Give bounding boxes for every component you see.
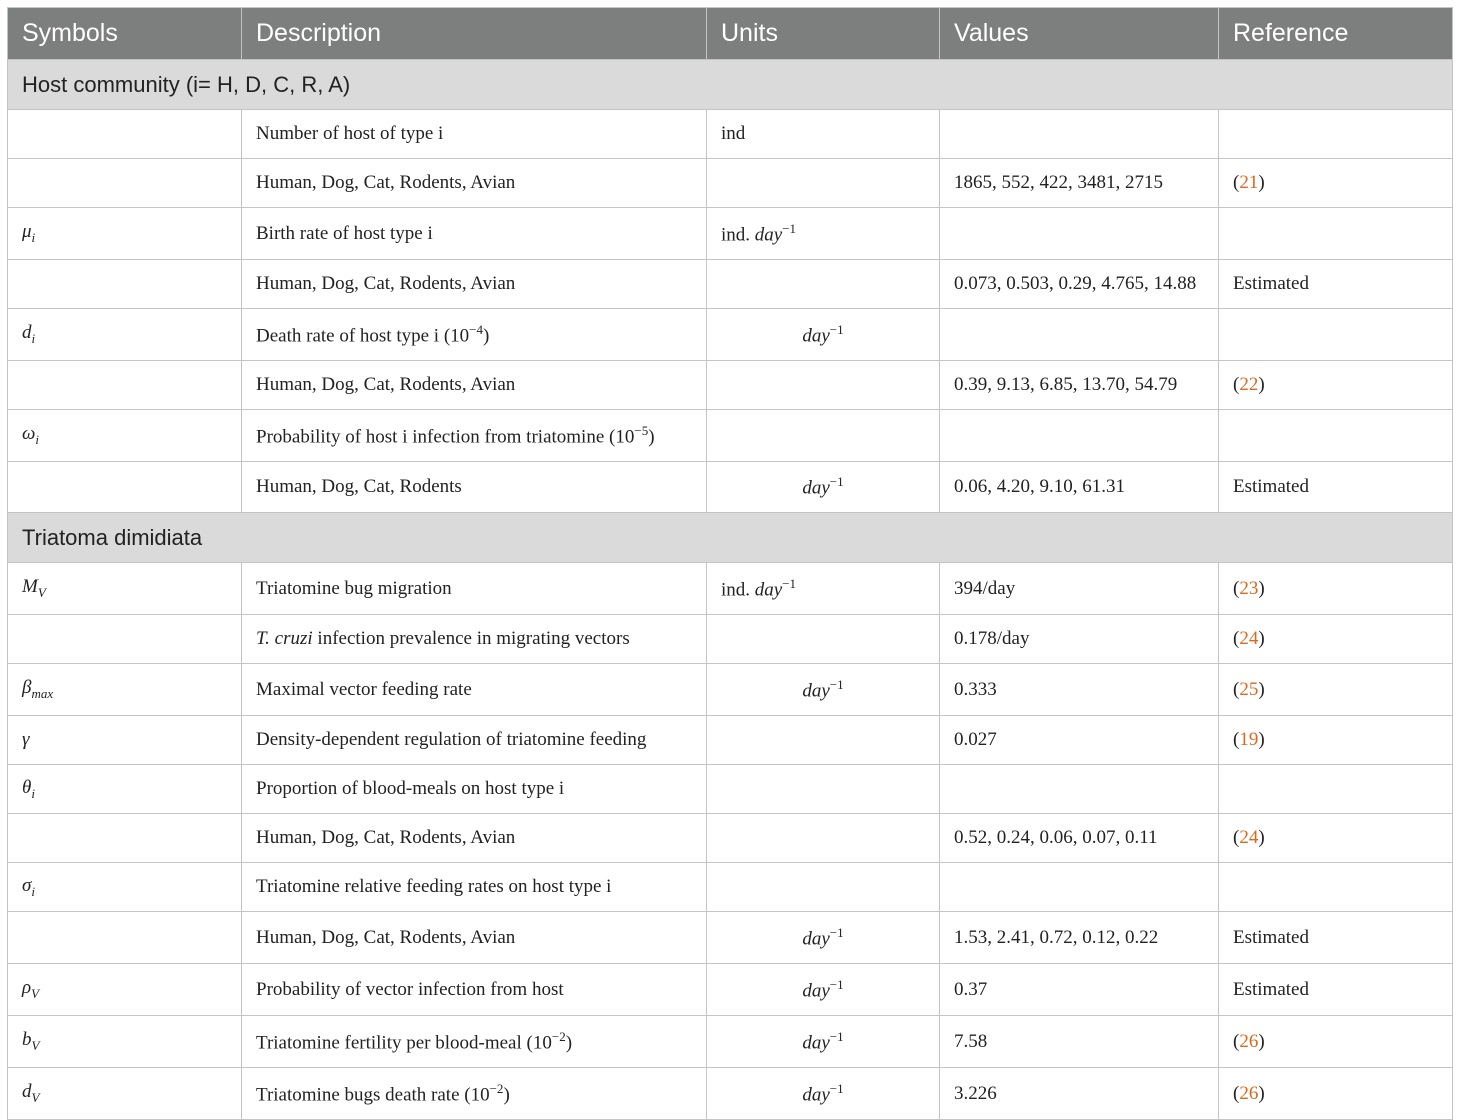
units-cell: day$^{-1}$ [707,462,940,513]
units-cell: ind. day$^{-1}$ [707,563,940,615]
values-cell: 7.58 [940,1016,1219,1068]
symbol-cell: $\beta_{max}$ [8,664,242,716]
symbol-cell [8,814,242,863]
symbol-cell [8,912,242,964]
units-cell [707,814,940,863]
symbol-cell [8,159,242,208]
reference-cell: (26) [1219,1068,1453,1120]
values-cell: 0.178/day [940,615,1219,664]
symbol-cell: $b_V$ [8,1016,242,1068]
table-row [8,964,1453,1016]
table-row [8,410,1453,462]
units-cell [707,615,940,664]
symbol-cell: $\sigma_i$ [8,863,242,912]
reference-link[interactable]: 25 [1239,678,1259,700]
description-cell: Probability of host i infection from triatomine $(10^{-5})$ [242,410,707,462]
description-cell: Human, Dog, Cat, Rodents, Avian [242,260,707,309]
symbol-cell: $\omega_i$ [8,410,242,462]
reference-cell [1219,410,1453,462]
values-cell [940,863,1219,912]
units-cell [707,716,940,765]
parameters-table [7,7,1453,1120]
description-cell: Triatomine bugs death rate $(10^{-2})$ [242,1068,707,1120]
reference-cell: Estimated [1219,912,1453,964]
reference-cell [1219,863,1453,912]
description-cell: Triatomine bug migration [242,563,707,615]
reference-link[interactable]: 19 [1239,729,1259,750]
reference-link[interactable]: 26 [1239,1082,1259,1104]
table-row [8,260,1453,309]
symbol-cell: $\mu_i$ [8,208,242,260]
symbol-cell [8,615,242,664]
description-cell: Death rate of host type i $(10^{-4})$ [242,309,707,361]
table-row [8,765,1453,814]
values-cell: 0.37 [940,964,1219,1016]
description-cell: Triatomine fertility per blood-meal $(10^{-2})$ [242,1016,707,1068]
symbol-cell: γ [8,716,242,765]
description-cell: Human, Dog, Cat, Rodents, Avian [242,814,707,863]
description-cell: Human, Dog, Cat, Rodents, Avian [242,159,707,208]
reference-cell: (19) [1219,716,1453,765]
reference-cell: (21) [1219,159,1453,208]
units-cell [707,863,940,912]
values-cell: 0.027 [940,716,1219,765]
units-cell [707,410,940,462]
values-cell [940,110,1219,159]
symbol-cell: $d_V$ [8,1068,242,1120]
units-cell [707,361,940,410]
table-row [8,912,1453,964]
table-row [8,110,1453,159]
units-cell [707,159,940,208]
table-row [8,208,1453,260]
symbol-cell: $\theta_i$ [8,765,242,814]
values-cell: 0.06, 4.20, 9.10, 61.31 [940,462,1219,513]
section-title: Host community (i= H, D, C, R, A) [8,60,1453,110]
table-row [8,1068,1453,1120]
values-cell: 0.39, 9.13, 6.85, 13.70, 54.79 [940,361,1219,410]
reference-cell: (24) [1219,615,1453,664]
description-cell: Human, Dog, Cat, Rodents [242,462,707,513]
description-cell: Proportion of blood-meals on host type i [242,765,707,814]
table-row [8,462,1453,513]
reference-link[interactable]: 24 [1239,628,1259,649]
reference-cell: (22) [1219,361,1453,410]
description-cell: Triatomine relative feeding rates on host type i [242,863,707,912]
units-cell: day$^{-1}$ [707,964,940,1016]
header-row [8,8,1453,60]
units-cell [707,765,940,814]
values-cell: 1865, 552, 422, 3481, 2715 [940,159,1219,208]
reference-cell: Estimated [1219,260,1453,309]
units-cell: day$^{-1}$ [707,912,940,964]
units-cell: day$^{-1}$ [707,664,940,716]
units-cell: day$^{-1}$ [707,1016,940,1068]
description-cell: Birth rate of host type i [242,208,707,260]
reference-cell: (25) [1219,664,1453,716]
table-row [8,159,1453,208]
units-cell: day$^{-1}$ [707,1068,940,1120]
reference-link[interactable]: 22 [1239,374,1259,395]
description-cell: Maximal vector feeding rate [242,664,707,716]
symbol-cell: $M_V$ [8,563,242,615]
section-title: Triatoma dimidiata [8,513,1453,563]
symbol-cell [8,260,242,309]
header-description: Description [242,8,707,60]
reference-link[interactable]: 24 [1239,827,1259,848]
table-row [8,664,1453,716]
table-row [8,716,1453,765]
table-row [8,615,1453,664]
description-cell: Density-dependent regulation of triatomine feeding [242,716,707,765]
values-cell [940,309,1219,361]
symbol-cell [8,361,242,410]
values-cell: 0.52, 0.24, 0.06, 0.07, 0.11 [940,814,1219,863]
reference-cell [1219,208,1453,260]
table-row [8,309,1453,361]
values-cell: 0.073, 0.503, 0.29, 4.765, 14.88 [940,260,1219,309]
units-cell: day$^{-1}$ [707,309,940,361]
header-units: Units [707,8,940,60]
reference-cell: (24) [1219,814,1453,863]
symbol-cell [8,110,242,159]
description-cell: Human, Dog, Cat, Rodents, Avian [242,912,707,964]
reference-cell: Estimated [1219,462,1453,513]
values-cell: 394/day [940,563,1219,615]
description-cell: T. cruzi infection prevalence in migrating vectors [242,615,707,664]
units-cell [707,260,940,309]
description-cell: Probability of vector infection from host [242,964,707,1016]
table-row [8,863,1453,912]
values-cell [940,410,1219,462]
symbol-cell [8,462,242,513]
reference-cell: (23) [1219,563,1453,615]
values-cell: 1.53, 2.41, 0.72, 0.12, 0.22 [940,912,1219,964]
description-cell: Number of host of type i [242,110,707,159]
description-cell: Human, Dog, Cat, Rodents, Avian [242,361,707,410]
reference-link[interactable]: 23 [1239,577,1259,599]
table-row [8,1016,1453,1068]
section-row-host [8,60,1453,110]
reference-link[interactable]: 21 [1239,172,1259,193]
values-cell [940,765,1219,814]
table-row [8,563,1453,615]
reference-link[interactable]: 26 [1239,1030,1259,1052]
section-row-vector [8,513,1453,563]
reference-cell: Estimated [1219,964,1453,1016]
units-cell: ind. day$^{-1}$ [707,208,940,260]
header-values: Values [940,8,1219,60]
symbol-cell: $d_i$ [8,309,242,361]
table-row [8,361,1453,410]
values-cell: 0.333 [940,664,1219,716]
symbol-cell: $\rho_V$ [8,964,242,1016]
reference-cell [1219,110,1453,159]
reference-cell [1219,309,1453,361]
values-cell: 3.226 [940,1068,1219,1120]
reference-cell [1219,765,1453,814]
header-symbols: Symbols [8,8,242,60]
values-cell [940,208,1219,260]
table-row [8,814,1453,863]
units-cell: ind [707,110,940,159]
header-reference: Reference [1219,8,1453,60]
reference-cell: (26) [1219,1016,1453,1068]
